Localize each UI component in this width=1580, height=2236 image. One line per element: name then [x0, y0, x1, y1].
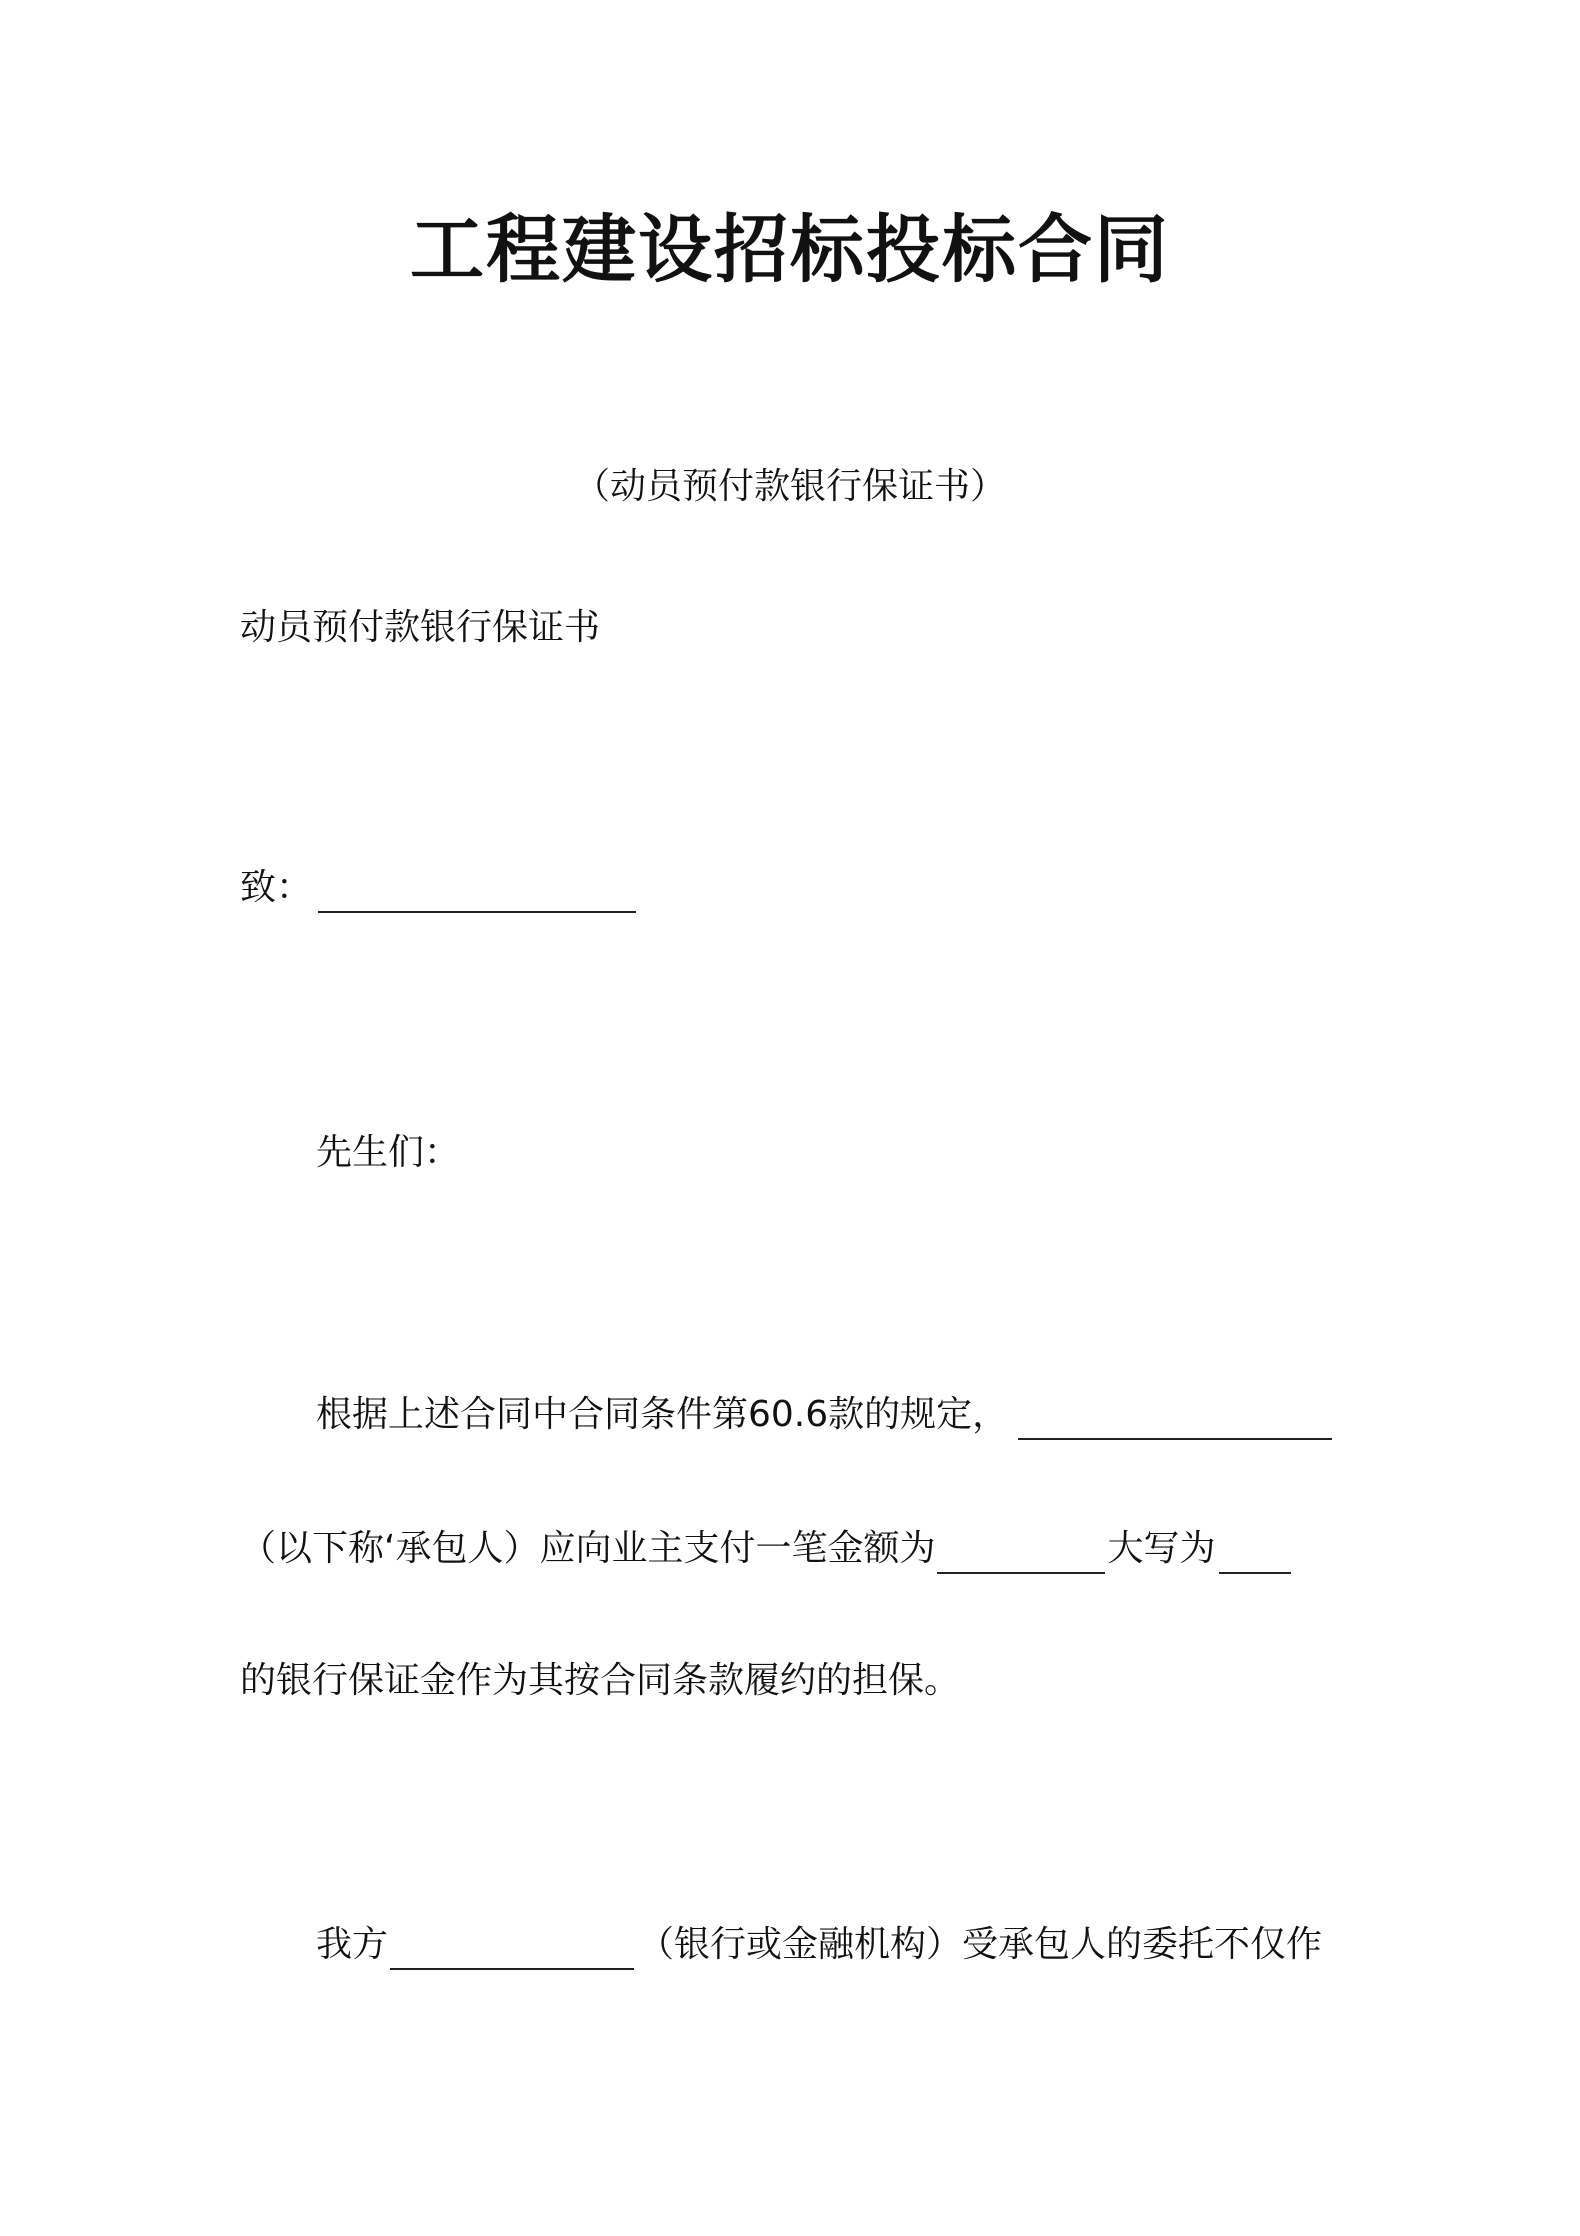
para1-line2-text-b: 大写为: [1107, 1528, 1216, 1569]
addressee-line: [240, 863, 636, 913]
para1-line2: [240, 1524, 1291, 1574]
para1-line1: [316, 1390, 1332, 1440]
addressee-blank: [318, 867, 636, 913]
para1-line2-text-a: （以下称‘承包人）应向业主支付一笔金额为: [240, 1528, 936, 1569]
section-heading: 动员预付款银行保证书: [240, 607, 601, 648]
para2-line1: [316, 1920, 1322, 1970]
contractor-name-blank: [1018, 1394, 1332, 1440]
bank-name-blank: [390, 1924, 634, 1970]
para1-line1-text: 根据上述合同中合同条件第60.6款的规定，: [316, 1394, 1009, 1435]
to-label: 致：: [240, 867, 313, 908]
salutation: 先生们：: [316, 1132, 461, 1173]
para2-line1-text-b: （银行或金融机构）受承包人的委托不仅作: [638, 1924, 1323, 1965]
document-title: 工程建设招标投标合同: [410, 207, 1170, 293]
amount-words-blank: [1219, 1528, 1291, 1574]
para1-line3: 的银行保证金作为其按合同条款履约的担保。: [240, 1660, 961, 1701]
para2-line1-text-a: 我方: [316, 1924, 389, 1965]
document-subtitle: （动员预付款银行保证书）: [573, 466, 1006, 507]
amount-blank: [937, 1528, 1105, 1574]
